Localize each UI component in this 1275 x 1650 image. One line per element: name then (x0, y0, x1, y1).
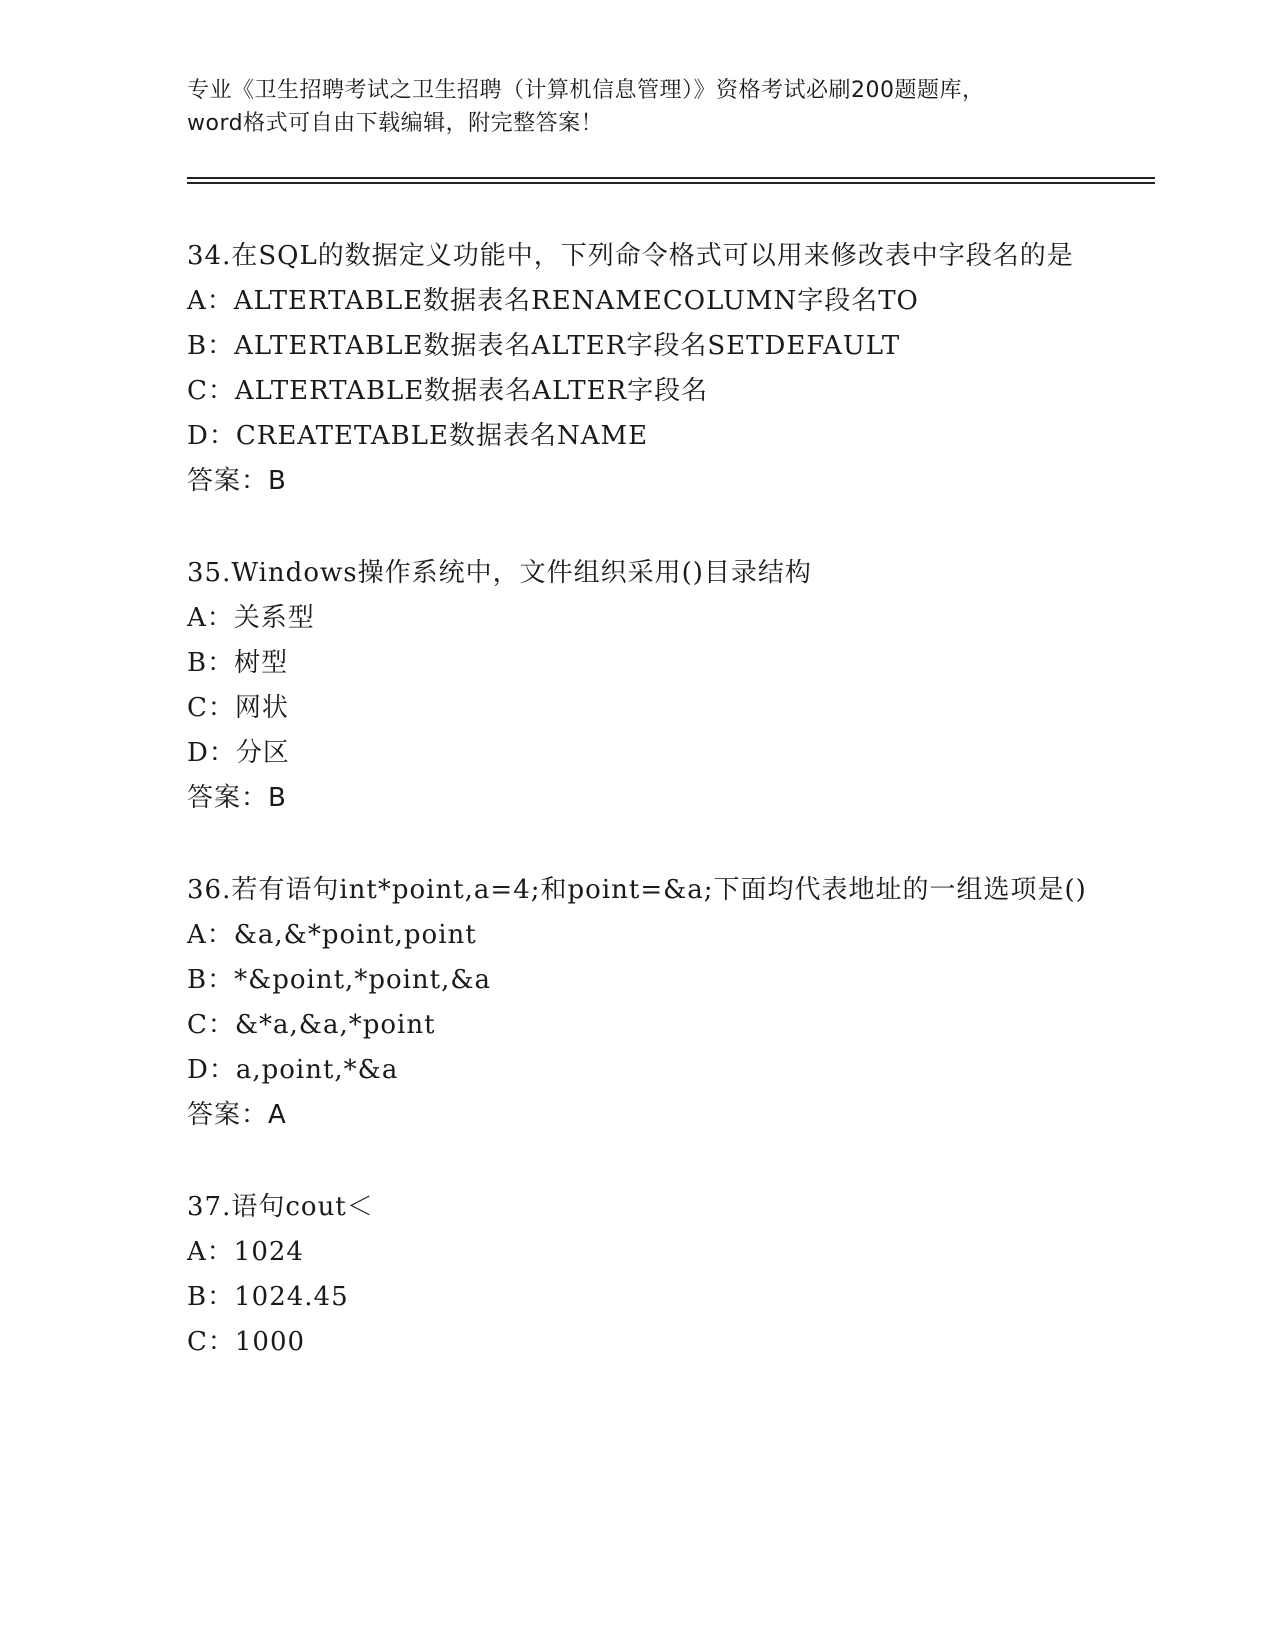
header-divider-top (187, 177, 1155, 179)
option-a: A：&a,&*point,point (187, 920, 477, 950)
answer: 答案：B (187, 783, 287, 813)
option-c: C：&*a,&a,*point (187, 1010, 436, 1040)
option-d: D：CREATETABLE数据表名NAME (187, 421, 649, 451)
document-header (187, 74, 1087, 140)
option-b: B：1024.45 (187, 1282, 349, 1312)
option-d: D：a,point,*&a (187, 1055, 399, 1085)
question-title: 35.Windows操作系统中，文件组织采用()目录结构 (187, 558, 812, 588)
header-line-2: word格式可自由下载编辑，附完整答案！ (187, 111, 604, 136)
option-c: C：1000 (187, 1327, 306, 1357)
header-line-1: 专业《卫生招聘考试之卫生招聘（计算机信息管理）》资格考试必刷200题题库， (187, 78, 985, 103)
option-c: C：ALTERTABLE数据表名ALTER字段名 (187, 376, 709, 406)
option-d: D：分区 (187, 738, 290, 768)
question-title: 34.在SQL的数据定义功能中，下列命令格式可以用来修改表中字段名的是 (187, 241, 1074, 271)
question-35 (187, 551, 1087, 821)
header-divider-bottom (187, 182, 1155, 184)
question-title: 37.语句cout＜ (187, 1192, 374, 1222)
answer: 答案：A (187, 1100, 287, 1130)
option-a: A：关系型 (187, 603, 315, 633)
question-34 (187, 234, 1087, 504)
question-37 (187, 1185, 1087, 1365)
option-b: B：树型 (187, 648, 289, 678)
option-c: C：网状 (187, 693, 289, 723)
option-b: B：ALTERTABLE数据表名ALTER字段名SETDEFAULT (187, 331, 901, 361)
question-36 (187, 868, 1087, 1138)
question-list (187, 234, 1087, 1412)
answer: 答案：B (187, 466, 287, 496)
option-a: A：1024 (187, 1237, 304, 1267)
question-title: 36.若有语句int*point,a=4;和point=&a;下面均代表地址的一组选项是() (187, 875, 1087, 905)
option-b: B：*&point,*point,&a (187, 965, 492, 995)
option-a: A：ALTERTABLE数据表名RENAMECOLUMN字段名TO (187, 286, 919, 316)
